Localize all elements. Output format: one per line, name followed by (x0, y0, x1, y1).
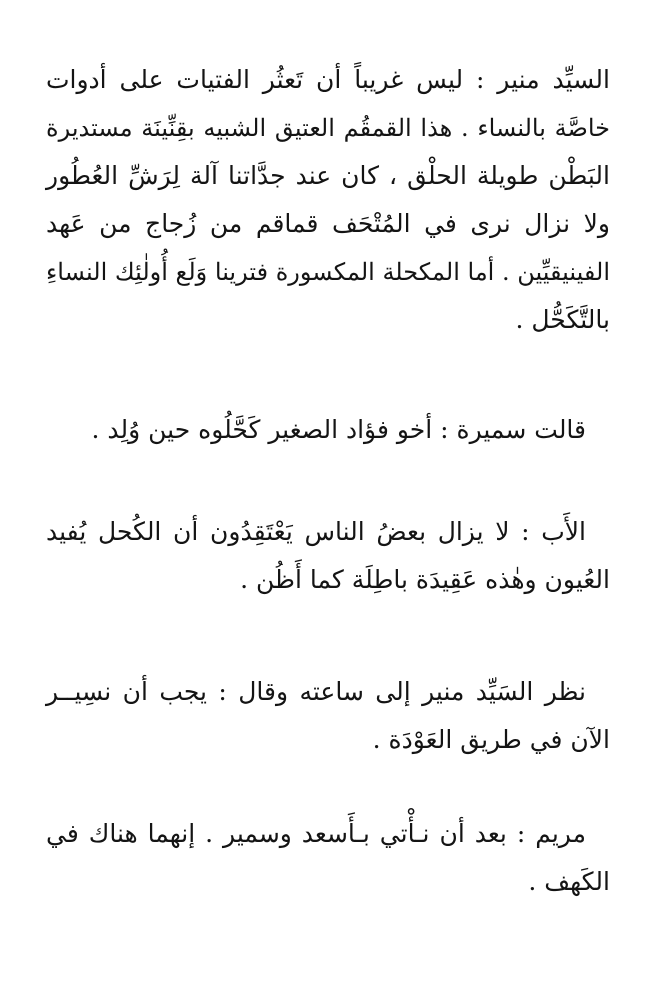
paragraph-maryam (46, 810, 610, 906)
text-line: خاصَّة بالنساء . هذا القمقُم العتيق الشبيه بقِنِّينَة مستديرة (46, 114, 610, 142)
text-line: الفينيقيِّين . أما المكحلة المكسورة فترينا وَلَع أُولٰئِك النساءِ (46, 258, 610, 286)
paragraph-mr-munir (46, 56, 610, 344)
text-line: الآن في طريق العَوْدَة . (372, 725, 610, 754)
paragraph-samira (46, 406, 610, 454)
text-line: ولا نزال نرى في المُتْحَف قماقم من زُجاج من عَهد (46, 209, 610, 238)
text-line: نظر السَيِّد منير إلى ساعته وقال : يجب أن نسِيــر (46, 677, 586, 706)
paragraph-narration (46, 668, 610, 764)
text-line: السيِّد منير : ليس غريباً أن تَعثُر الفتيات على أدوات (46, 65, 610, 94)
text-line: العُيون وهٰذه عَقِيدَة باطِلَة كما أَظُن . (240, 565, 610, 594)
text-line: البَطْن طويلة الحلْق ، كان عند جدَّاتنا آلة لِرَشِّ العُطُور (46, 161, 610, 190)
text-line: بالتَّكَحُّل . (515, 305, 610, 334)
text-line: مريم : بعد أن نـأْتي بـأَسعد وسمير . إنهما هناك في (46, 819, 586, 848)
text-line: قالت سميرة : أخو فؤاد الصغير كَحَّلُوه حين وُلِد . (91, 415, 586, 444)
text-line: الكَهف . (528, 867, 610, 896)
text-line: الأَب : لا يزال بعضُ الناس يَعْتَقِدُون أن الكُحل يُفيد (46, 517, 586, 546)
paragraph-father (46, 508, 610, 604)
